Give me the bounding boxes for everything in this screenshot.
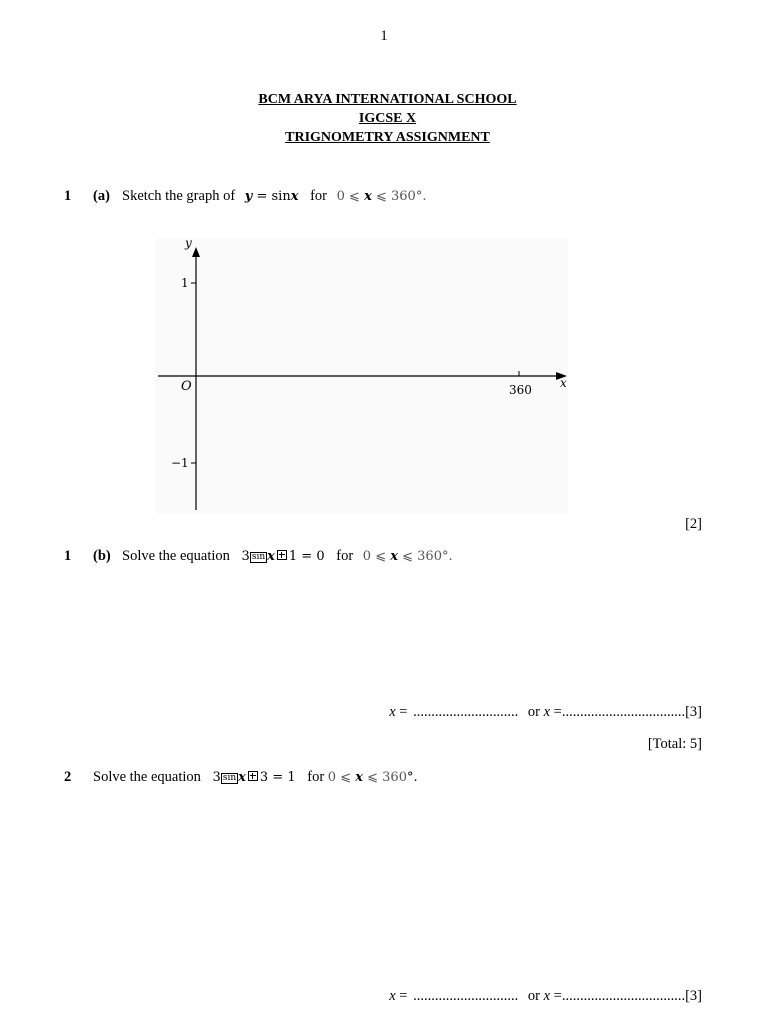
school-name: BCM ARYA INTERNATIONAL SCHOOL <box>258 92 517 107</box>
q1a-range: 0 ⩽ x ⩽ 360°. <box>336 189 427 204</box>
q1b-answer-line: x = ............................. or x =..................................[3] <box>389 704 702 720</box>
x-axis-label: x <box>560 376 567 390</box>
q2-for: for <box>307 769 325 785</box>
answer-blank-1[interactable]: ............................. <box>413 704 519 720</box>
q1b-for: for <box>336 548 354 564</box>
answer-blank-1[interactable]: ............................. <box>413 988 519 1004</box>
page-number: 1 <box>380 28 388 44</box>
q1b-number: 1 <box>64 548 72 564</box>
y-tick-label-1: 1 <box>181 276 189 290</box>
q1b-range: 0 ⩽ x ⩽ 360°. <box>362 549 453 564</box>
q2-equation: 3 sin x 3 = 1 <box>212 770 296 785</box>
x-tick-label-360: 360 <box>509 383 532 397</box>
origin-label: O <box>181 379 192 394</box>
q1b-question <box>122 548 453 565</box>
q1b-text: Solve the equation <box>122 548 230 564</box>
operator-glyph <box>277 550 287 560</box>
q1-total-marks: [Total: 5] <box>647 736 702 752</box>
q2-answer-line: x = ............................. or x =..................................[3] <box>389 988 702 1004</box>
q2-text: Solve the equation <box>93 769 201 785</box>
q1a-number: 1 <box>64 188 72 204</box>
answer-blank-2[interactable]: .................................. <box>561 988 686 1004</box>
q1b-part: (b) <box>93 548 111 564</box>
q2-number: 2 <box>64 769 72 785</box>
answer-blank-2[interactable]: .................................. <box>561 704 686 720</box>
sin-box: sin <box>222 773 237 783</box>
q1a-marks: [2] <box>685 516 702 532</box>
q1a-for: for <box>310 188 328 204</box>
q1b-equation: 3 sin x 1 = 0 <box>241 549 325 564</box>
q1a-question <box>122 188 426 205</box>
q1a-equation: y = sinx <box>244 189 299 204</box>
operator-glyph <box>248 771 258 781</box>
sin-box: sin <box>251 552 266 562</box>
assignment-title: TRIGNOMETRY ASSIGNMENT <box>285 130 490 145</box>
q1a-text: Sketch the graph of <box>122 188 236 204</box>
sine-graph-axes <box>155 235 570 515</box>
q2-range: 0 ⩽ x ⩽ 360°. <box>327 770 418 785</box>
q1a-part: (a) <box>93 188 110 204</box>
q2-marks: [3] <box>685 988 702 1004</box>
q1b-marks: [3] <box>685 704 702 720</box>
grade-heading: IGCSE X <box>358 111 417 126</box>
q2-question <box>93 769 418 786</box>
y-axis-label: y <box>185 236 192 250</box>
q1a-line <box>64 188 71 205</box>
y-tick-label-neg1: −1 <box>171 456 189 470</box>
